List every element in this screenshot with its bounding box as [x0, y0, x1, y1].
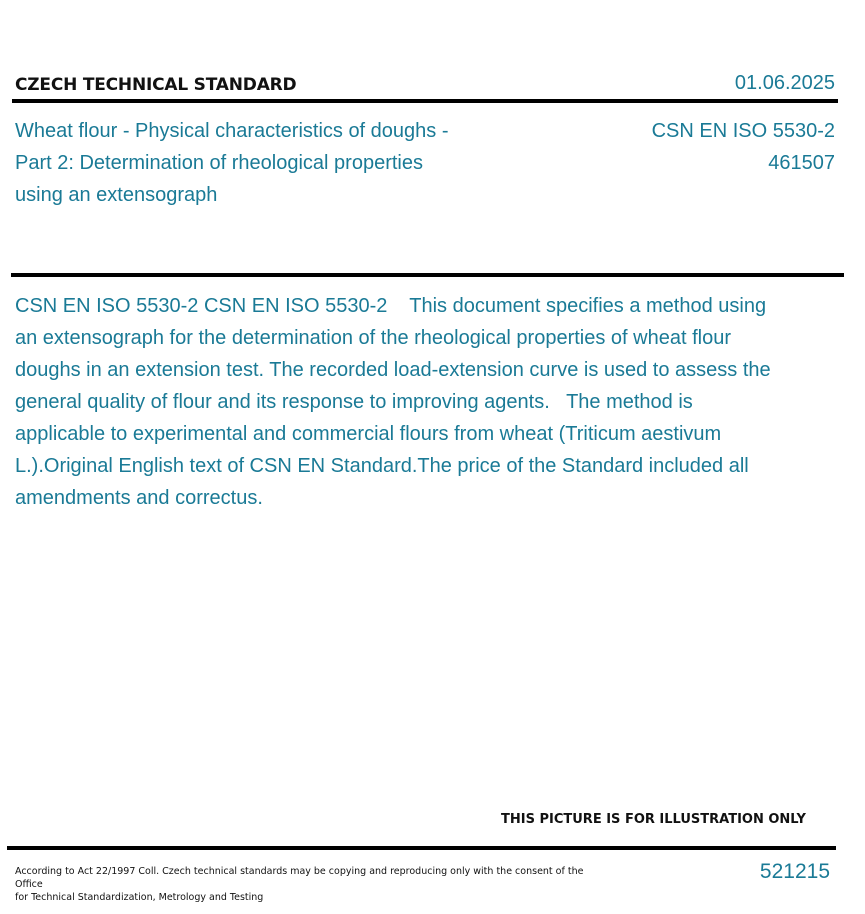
document-title: Wheat flour - Physical characteristics of doughs - Part 2: Determination of rheological properties using an extensograph [15, 120, 449, 206]
footer-rule [7, 846, 836, 850]
document-codes [652, 115, 835, 179]
publication-date: 01.06.2025 [734, 72, 835, 94]
legal-notice [15, 865, 585, 904]
legal-line-2: for Technical Standardization, Metrology and Testing [15, 892, 264, 903]
standard-number: CSN EN ISO 5530-2 [651, 120, 835, 142]
footer-code: 521215 [759, 860, 830, 883]
illustration-note: THIS PICTURE IS FOR ILLUSTRATION ONLY [501, 812, 806, 827]
abstract-text: CSN EN ISO 5530-2 CSN EN ISO 5530-2 This document specifies a method using an extensograph for the determination of the rheological properties of wheat flour doughs in an extension test. The recorded load-extension curve is used to assess the general quality of flour and its response to improving agents. The method is applicable to experimental and commercial flours from wheat (Triticum aestivum L.).Original English text of CSN EN Standard.The price of the Standard included all amendments and correctus. [15, 295, 777, 509]
header-rule [12, 99, 838, 103]
title-rule [11, 273, 844, 277]
legal-line-1: According to Act 22/1997 Coll. Czech technical standards may be copying and reproducing only with the consent of the Office [15, 866, 584, 890]
class-code: 461507 [768, 152, 835, 174]
header-label: CZECH TECHNICAL STANDARD [15, 75, 297, 95]
